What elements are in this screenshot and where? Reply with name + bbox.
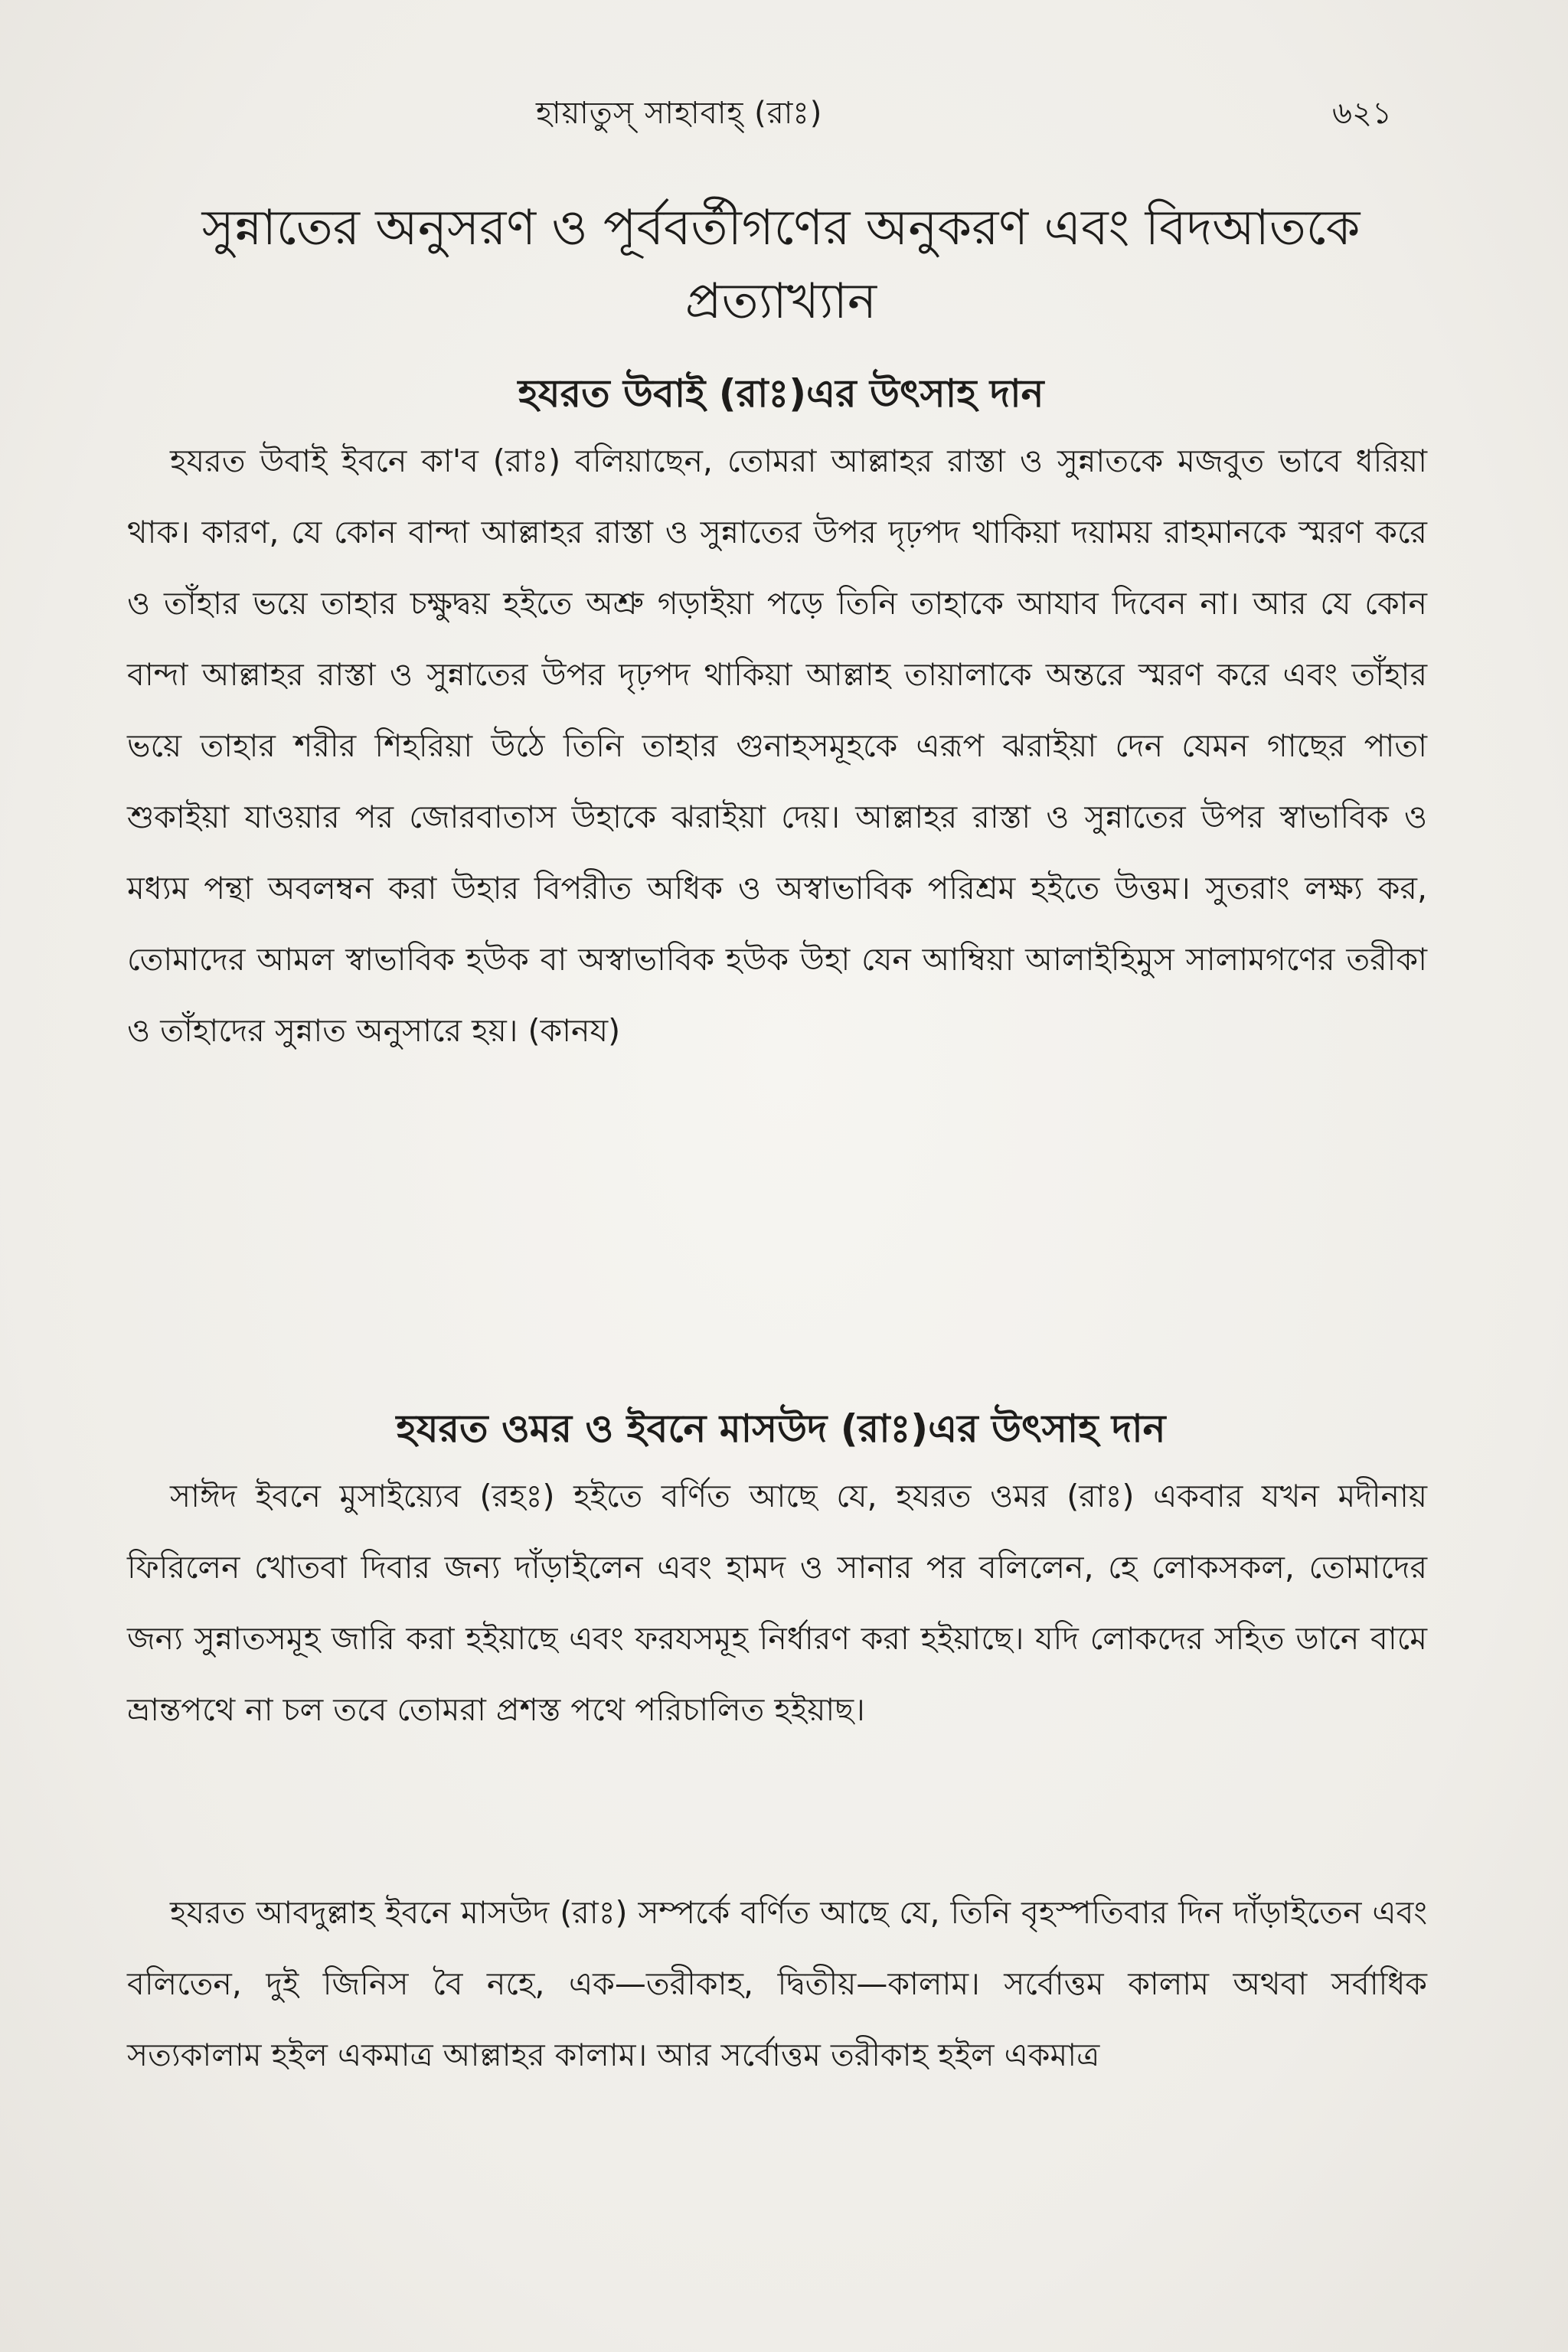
page-number: ৬২১ — [1332, 96, 1392, 131]
section-heading-umar-ibn-masud: হযরত ওমর ও ইবনে মাসউদ (রাঃ)এর উৎসাহ দান — [396, 1406, 1166, 1451]
paragraph: হযরত উবাই ইবনে কা'ব (রাঃ) বলিয়াছেন, তোমরা আল্লাহর রাস্তা ও সুন্নাতকে মজবুত ভাবে ধরিয়া থাক। কারণ, যে কোন বান্দা আল্লাহর রাস্তা ও সুন্নাতের উপর দৃঢ়পদ থাকিয়া দয়াময় রাহমানকে স্মরণ করে ও তাঁহার ভয়ে তাহার চক্ষুদ্বয় হইতে অশ্রু গড়াইয়া পড়ে তিনি তাহাকে আযাব দিবেন না। আর যে কোন বান্দা আল্লাহর রাস্তা ও সুন্নাতের উপর দৃঢ়পদ থাকিয়া আল্লাহ তায়ালাকে অন্তরে স্মরণ করে এবং তাঁহার ভয়ে তাহার শরীর শিহরিয়া উঠে তিনি তাহার গুনাহসমূহকে এরূপ ঝরাইয়া দেন যেমন গাছের পাতা শুকাইয়া যাওয়ার পর জোরবাতাস উহাকে ঝরাইয়া দেয়। আল্লাহর রাস্তা ও সুন্নাতের উপর স্বাভাবিক ও মধ্যম পন্থা অবলম্বন করা উহার বিপরীত অধিক ও অস্বাভাবিক পরিশ্রম হইতে উত্তম। সুতরাং লক্ষ্য কর, তোমাদের আমল স্বাভাবিক হউক বা অস্বাভাবিক হউক উহা যেন আম্বিয়া আলাইহিমুস সালামগণের তরীকা ও তাঁহাদের সুন্নাত অনুসারে হয়। (কানয) — [127, 443, 1427, 1049]
running-title: হায়াতুস্ সাহাবাহ্ (রাঃ) — [536, 96, 823, 131]
running-header — [0, 90, 1568, 136]
paragraph: সাঈদ ইবনে মুসাইয়্যেব (রহঃ) হইতে বর্ণিত আছে যে, হযরত ওমর (রাঃ) একবার যখন মদীনায় ফিরিলেন খোতবা দিবার জন্য দাঁড়াইলেন এবং হামদ ও সানার পর বলিলেন, হে লোকসকল, তোমাদের জন্য সুন্নাতসমূহ জারি করা হইয়াছে এবং ফরযসমূহ নির্ধারণ করা হইয়াছে। যদি লোকদের সহিত ডানে বামে ভ্রান্তপথে না চল তবে তোমরা প্রশস্ত পথে পরিচালিত হইয়াছ। — [127, 1478, 1428, 1728]
section-heading-ubai: হযরত উবাই (রাঃ)এর উৎসাহ দান — [518, 371, 1044, 416]
paragraph: হযরত আবদুল্লাহ ইবনে মাসউদ (রাঃ) সম্পর্কে বর্ণিত আছে যে, তিনি বৃহস্পতিবার দিন দাঁড়াইতেন এবং বলিতেন, দুই জিনিস বৈ নহে, এক—তরীকাহ, দ্বিতীয়—কালাম। সর্বোত্তম কালাম অথবা সর্বাধিক সত্যকালাম হইল একমাত্র আল্লাহর কালাম। আর সর্বোত্তম তরীকাহ হইল একমাত্র — [127, 1894, 1427, 2073]
chapter-title: সুন্নাতের অনুসরণ ও পূর্ববর্তীগণের অনুকরণ এবং বিদআতকে প্রত্যাখ্যান — [201, 200, 1361, 330]
